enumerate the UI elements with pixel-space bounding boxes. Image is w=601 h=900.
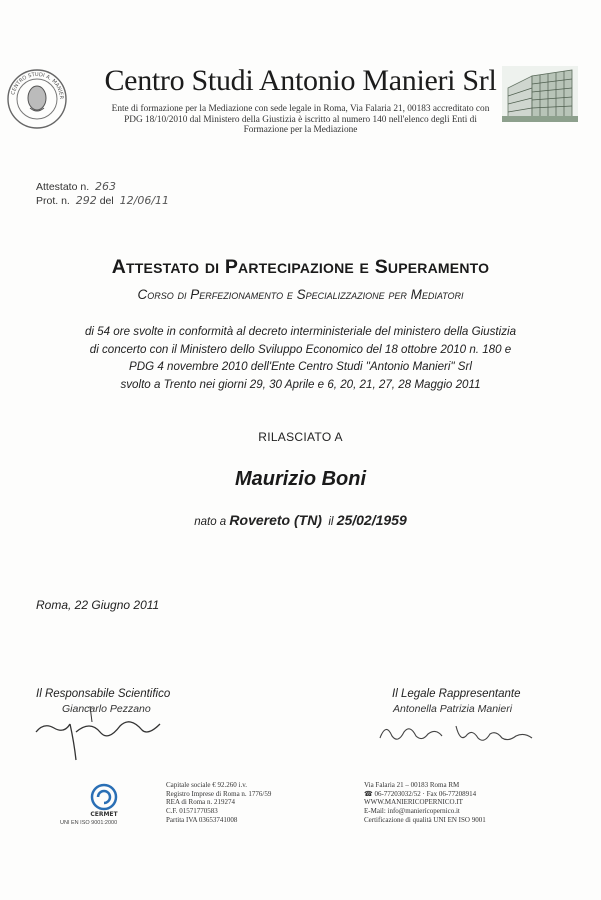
- certificate-subtitle: Corso di Perfezionamento e Specializzazione per Mediatori: [137, 287, 464, 302]
- svg-text:CENTRO STUDI A. MANIERI: CENTRO STUDI A. MANIER: [10, 71, 65, 100]
- building-icon: [502, 66, 578, 122]
- scientific-manager-name: Giancarlo Pezzano: [62, 703, 151, 715]
- scientific-manager-role: Il Responsabile Scientifico: [36, 688, 171, 700]
- recipient-name: Maurizio Boni: [234, 468, 367, 490]
- issue-place-date: Roma, 22 Giugno 2011: [36, 598, 160, 612]
- description-line: PDG 18/10/2010 dal Ministero della Giustizia è iscritto al numero 140 nell'elenco degli Enti di: [124, 114, 477, 125]
- certificate-body: [0, 323, 601, 393]
- organization-description: [96, 104, 505, 136]
- issued-to-label: RILASCIATO A: [258, 430, 343, 444]
- attestato-number-value: 263: [95, 180, 117, 193]
- cert-label: CERMET: [90, 811, 118, 818]
- protocol-number-value: 292: [75, 194, 97, 207]
- certification-note: UNI EN ISO 9001:2000: [60, 820, 118, 826]
- birth-date: 25/02/1959: [336, 512, 407, 528]
- certification-logo-icon: [86, 782, 122, 818]
- legal-representative-role: Il Legale Rappresentante: [392, 688, 521, 700]
- body-line: di concerto con il Ministero dello Sviluppo Economico del 18 ottobre 2010 n. 180 e: [89, 342, 512, 356]
- company-contact-info: Via Falaria 21 – 00183 Roma RM ☎ 06-77203032/52 · Fax 06-77208914 WWW.MANIERICOPERNICO.IT E-Mail: info@manierícopernico.it Certificazione di qualità UNI EN ISO 9001: [364, 781, 486, 824]
- protocol-date-value: 12/06/11: [119, 194, 170, 207]
- birth-info: nato a Rovereto (TN) il 25/02/1959: [194, 512, 407, 528]
- signature-left: [30, 702, 170, 764]
- attestato-number: Attestato n. 263: [36, 180, 117, 193]
- description-line: Formazione per la Mediazione: [243, 125, 358, 135]
- reference-block: [36, 180, 169, 208]
- signature-right: [376, 718, 536, 748]
- company-registration-info: Capitale sociale € 92.260 i.v. Registro Imprese di Roma n. 1776/59 REA di Roma n. 219274 C.F. 01571770583 Partita IVA 03653741008: [166, 781, 272, 824]
- legal-representative-name: Antonella Patrizia Manieri: [393, 703, 513, 715]
- description-line: Ente di formazione per la Mediazione con sede legale in Roma, Via Falaria 21, 00183 accreditato con: [111, 104, 490, 114]
- organization-name: Centro Studi Antonio Manieri Srl: [104, 64, 497, 97]
- body-line: PDG 4 novembre 2010 dell'Ente Centro Studi "Antonio Manieri" Srl: [129, 360, 472, 373]
- certificate-title: Attestato di Partecipazione e Superamento: [111, 256, 490, 278]
- body-line: di 54 ore svolte in conformità al decreto interministeriale del ministero della Giustizia: [84, 325, 517, 338]
- seal-icon: [6, 68, 68, 130]
- protocol-number: Prot. n. 292 del 12/06/11: [36, 194, 170, 207]
- body-line: svolto a Trento nei giorni 29, 30 Aprile e 6, 20, 21, 27, 28 Maggio 2011: [120, 377, 481, 391]
- birth-place: Rovereto (TN): [229, 512, 322, 528]
